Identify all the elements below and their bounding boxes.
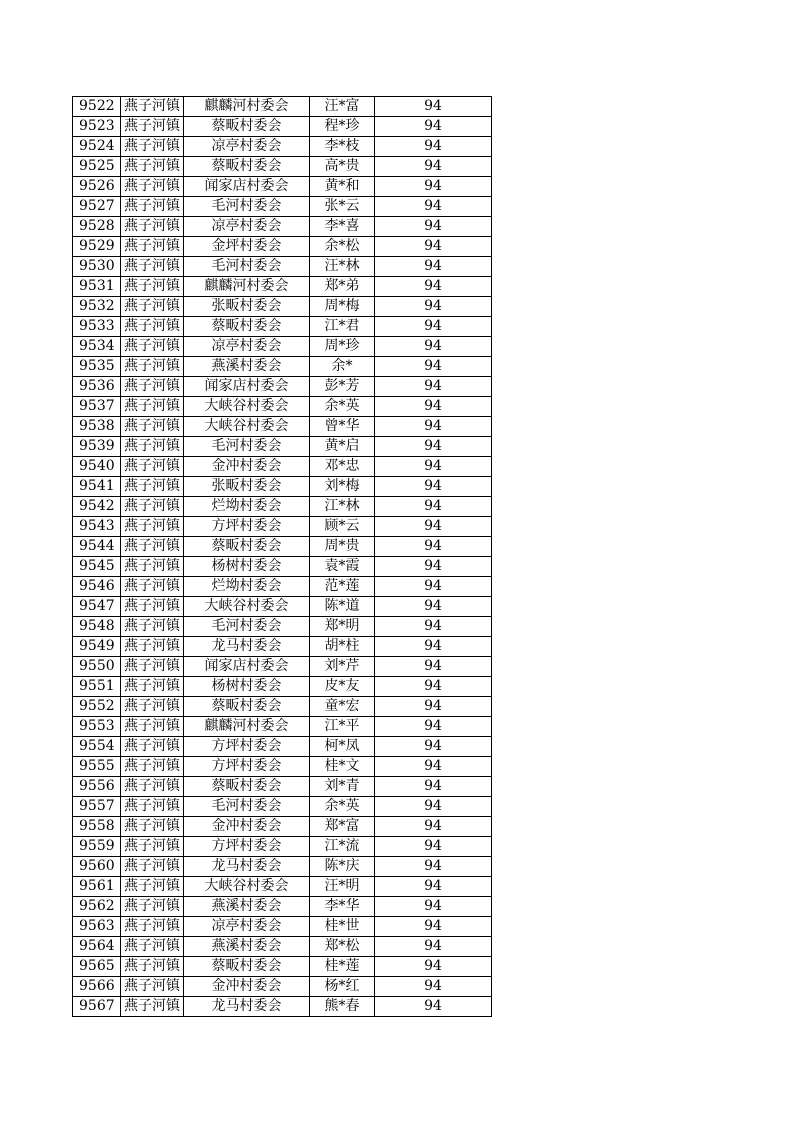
- row-number-cell: 9564: [73, 937, 121, 957]
- score-cell: 94: [375, 117, 492, 137]
- table-row: [73, 297, 492, 317]
- row-number-cell: 9545: [73, 557, 121, 577]
- person-name-cell: 李*枝: [310, 137, 375, 157]
- row-number-cell: 9567: [73, 997, 121, 1017]
- row-number-cell: 9549: [73, 637, 121, 657]
- row-number-cell: 9526: [73, 177, 121, 197]
- score-cell: 94: [375, 777, 492, 797]
- row-number-cell: 9543: [73, 517, 121, 537]
- town-cell: 燕子河镇: [121, 957, 184, 977]
- person-name-cell: 袁*霞: [310, 557, 375, 577]
- village-committee-cell: 金冲村委会: [184, 457, 310, 477]
- village-committee-cell: 麒麟河村委会: [184, 717, 310, 737]
- row-number-cell: 9546: [73, 577, 121, 597]
- table-row: [73, 197, 492, 217]
- person-name-cell: 余*: [310, 357, 375, 377]
- person-name-cell: 江*林: [310, 497, 375, 517]
- village-committee-cell: 杨树村委会: [184, 557, 310, 577]
- town-cell: 燕子河镇: [121, 457, 184, 477]
- score-cell: 94: [375, 617, 492, 637]
- village-committee-cell: 大峡谷村委会: [184, 417, 310, 437]
- village-committee-cell: 方坪村委会: [184, 517, 310, 537]
- person-name-cell: 张*云: [310, 197, 375, 217]
- town-cell: 燕子河镇: [121, 317, 184, 337]
- village-committee-cell: 烂坳村委会: [184, 577, 310, 597]
- table-row: [73, 437, 492, 457]
- row-number-cell: 9533: [73, 317, 121, 337]
- row-number-cell: 9563: [73, 917, 121, 937]
- village-committee-cell: 蔡畈村委会: [184, 537, 310, 557]
- town-cell: 燕子河镇: [121, 557, 184, 577]
- town-cell: 燕子河镇: [121, 937, 184, 957]
- village-committee-cell: 凉亭村委会: [184, 137, 310, 157]
- person-name-cell: 江*君: [310, 317, 375, 337]
- score-cell: 94: [375, 137, 492, 157]
- row-number-cell: 9539: [73, 437, 121, 457]
- town-cell: 燕子河镇: [121, 437, 184, 457]
- person-name-cell: 杨*红: [310, 977, 375, 997]
- table-row: [73, 957, 492, 977]
- town-cell: 燕子河镇: [121, 217, 184, 237]
- score-cell: 94: [375, 977, 492, 997]
- village-committee-cell: 凉亭村委会: [184, 337, 310, 357]
- row-number-cell: 9532: [73, 297, 121, 317]
- town-cell: 燕子河镇: [121, 297, 184, 317]
- table-row: [73, 517, 492, 537]
- town-cell: 燕子河镇: [121, 257, 184, 277]
- town-cell: 燕子河镇: [121, 377, 184, 397]
- score-cell: 94: [375, 397, 492, 417]
- town-cell: 燕子河镇: [121, 477, 184, 497]
- town-cell: 燕子河镇: [121, 517, 184, 537]
- score-cell: 94: [375, 417, 492, 437]
- village-committee-cell: 方坪村委会: [184, 737, 310, 757]
- table-row: [73, 817, 492, 837]
- town-cell: 燕子河镇: [121, 157, 184, 177]
- table-row: [73, 657, 492, 677]
- score-cell: 94: [375, 677, 492, 697]
- score-cell: 94: [375, 537, 492, 557]
- town-cell: 燕子河镇: [121, 357, 184, 377]
- score-cell: 94: [375, 657, 492, 677]
- row-number-cell: 9535: [73, 357, 121, 377]
- score-cell: 94: [375, 837, 492, 857]
- person-name-cell: 程*珍: [310, 117, 375, 137]
- table-row: [73, 537, 492, 557]
- person-name-cell: 刘*梅: [310, 477, 375, 497]
- village-committee-cell: 蔡畈村委会: [184, 317, 310, 337]
- table-row: [73, 417, 492, 437]
- village-committee-cell: 蔡畈村委会: [184, 157, 310, 177]
- score-cell: 94: [375, 357, 492, 377]
- person-name-cell: 余*英: [310, 397, 375, 417]
- table-row: [73, 577, 492, 597]
- row-number-cell: 9537: [73, 397, 121, 417]
- row-number-cell: 9534: [73, 337, 121, 357]
- row-number-cell: 9555: [73, 757, 121, 777]
- table-row: [73, 217, 492, 237]
- village-committee-cell: 蔡畈村委会: [184, 957, 310, 977]
- table-row: [73, 397, 492, 417]
- row-number-cell: 9542: [73, 497, 121, 517]
- village-committee-cell: 燕溪村委会: [184, 937, 310, 957]
- village-committee-cell: 大峡谷村委会: [184, 877, 310, 897]
- person-name-cell: 江*流: [310, 837, 375, 857]
- table-row: [73, 457, 492, 477]
- village-committee-cell: 张畈村委会: [184, 297, 310, 317]
- score-cell: 94: [375, 437, 492, 457]
- table-row: [73, 617, 492, 637]
- person-name-cell: 汪*明: [310, 877, 375, 897]
- village-committee-cell: 毛河村委会: [184, 197, 310, 217]
- row-number-cell: 9558: [73, 817, 121, 837]
- score-cell: 94: [375, 377, 492, 397]
- village-committee-cell: 大峡谷村委会: [184, 397, 310, 417]
- town-cell: 燕子河镇: [121, 237, 184, 257]
- row-number-cell: 9531: [73, 277, 121, 297]
- row-number-cell: 9562: [73, 897, 121, 917]
- village-committee-cell: 大峡谷村委会: [184, 597, 310, 617]
- score-cell: 94: [375, 337, 492, 357]
- score-cell: 94: [375, 757, 492, 777]
- table-row: [73, 877, 492, 897]
- person-name-cell: 余*松: [310, 237, 375, 257]
- person-name-cell: 李*华: [310, 897, 375, 917]
- town-cell: 燕子河镇: [121, 397, 184, 417]
- town-cell: 燕子河镇: [121, 757, 184, 777]
- table-row: [73, 977, 492, 997]
- table-row: [73, 377, 492, 397]
- table-row: [73, 157, 492, 177]
- village-committee-cell: 麒麟河村委会: [184, 277, 310, 297]
- village-committee-cell: 张畈村委会: [184, 477, 310, 497]
- score-cell: 94: [375, 637, 492, 657]
- score-cell: 94: [375, 177, 492, 197]
- score-cell: 94: [375, 577, 492, 597]
- score-cell: 94: [375, 717, 492, 737]
- village-committee-cell: 金坪村委会: [184, 237, 310, 257]
- row-number-cell: 9552: [73, 697, 121, 717]
- table-row: [73, 637, 492, 657]
- table-row: [73, 337, 492, 357]
- row-number-cell: 9561: [73, 877, 121, 897]
- table-row: [73, 717, 492, 737]
- table-row: [73, 677, 492, 697]
- person-name-cell: 桂*世: [310, 917, 375, 937]
- row-number-cell: 9560: [73, 857, 121, 877]
- village-committee-cell: 金冲村委会: [184, 977, 310, 997]
- town-cell: 燕子河镇: [121, 897, 184, 917]
- table-row: [73, 897, 492, 917]
- village-committee-cell: 凉亭村委会: [184, 217, 310, 237]
- table-row: [73, 837, 492, 857]
- score-cell: 94: [375, 157, 492, 177]
- score-cell: 94: [375, 817, 492, 837]
- village-committee-cell: 毛河村委会: [184, 257, 310, 277]
- score-cell: 94: [375, 897, 492, 917]
- village-committee-cell: 闻家店村委会: [184, 177, 310, 197]
- score-cell: 94: [375, 557, 492, 577]
- village-committee-cell: 方坪村委会: [184, 837, 310, 857]
- person-name-cell: 彭*芳: [310, 377, 375, 397]
- score-cell: 94: [375, 257, 492, 277]
- table-row: [73, 857, 492, 877]
- town-cell: 燕子河镇: [121, 337, 184, 357]
- town-cell: 燕子河镇: [121, 97, 184, 117]
- town-cell: 燕子河镇: [121, 677, 184, 697]
- person-name-cell: 周*梅: [310, 297, 375, 317]
- person-name-cell: 熊*春: [310, 997, 375, 1017]
- score-cell: 94: [375, 497, 492, 517]
- table-row: [73, 357, 492, 377]
- table-row: [73, 277, 492, 297]
- person-name-cell: 柯*凤: [310, 737, 375, 757]
- person-name-cell: 郑*弟: [310, 277, 375, 297]
- village-committee-cell: 龙马村委会: [184, 637, 310, 657]
- town-cell: 燕子河镇: [121, 197, 184, 217]
- village-committee-cell: 杨树村委会: [184, 677, 310, 697]
- village-committee-cell: 蔡畈村委会: [184, 117, 310, 137]
- table-row: [73, 137, 492, 157]
- person-name-cell: 陈*道: [310, 597, 375, 617]
- table-row: [73, 757, 492, 777]
- town-cell: 燕子河镇: [121, 417, 184, 437]
- score-cell: 94: [375, 857, 492, 877]
- row-number-cell: 9554: [73, 737, 121, 757]
- person-name-cell: 曾*华: [310, 417, 375, 437]
- village-committee-cell: 龙马村委会: [184, 857, 310, 877]
- village-committee-cell: 毛河村委会: [184, 617, 310, 637]
- town-cell: 燕子河镇: [121, 917, 184, 937]
- village-committee-cell: 麒麟河村委会: [184, 97, 310, 117]
- row-number-cell: 9540: [73, 457, 121, 477]
- town-cell: 燕子河镇: [121, 717, 184, 737]
- person-name-cell: 汪*富: [310, 97, 375, 117]
- village-committee-cell: 凉亭村委会: [184, 917, 310, 937]
- score-cell: 94: [375, 237, 492, 257]
- village-committee-cell: 蔡畈村委会: [184, 777, 310, 797]
- village-committee-cell: 毛河村委会: [184, 797, 310, 817]
- table-row: [73, 697, 492, 717]
- score-cell: 94: [375, 317, 492, 337]
- table-row: [73, 177, 492, 197]
- town-cell: 燕子河镇: [121, 777, 184, 797]
- table-row: [73, 737, 492, 757]
- row-number-cell: 9541: [73, 477, 121, 497]
- score-cell: 94: [375, 797, 492, 817]
- score-cell: 94: [375, 957, 492, 977]
- table-row: [73, 557, 492, 577]
- town-cell: 燕子河镇: [121, 797, 184, 817]
- score-cell: 94: [375, 697, 492, 717]
- row-number-cell: 9547: [73, 597, 121, 617]
- village-committee-cell: 燕溪村委会: [184, 357, 310, 377]
- town-cell: 燕子河镇: [121, 737, 184, 757]
- town-cell: 燕子河镇: [121, 657, 184, 677]
- score-cell: 94: [375, 97, 492, 117]
- town-cell: 燕子河镇: [121, 537, 184, 557]
- score-cell: 94: [375, 277, 492, 297]
- row-number-cell: 9557: [73, 797, 121, 817]
- town-cell: 燕子河镇: [121, 637, 184, 657]
- town-cell: 燕子河镇: [121, 997, 184, 1017]
- score-cell: 94: [375, 217, 492, 237]
- person-name-cell: 黄*启: [310, 437, 375, 457]
- row-number-cell: 9559: [73, 837, 121, 857]
- table-row: [73, 97, 492, 117]
- person-name-cell: 周*贵: [310, 537, 375, 557]
- table-body: [73, 97, 492, 1017]
- town-cell: 燕子河镇: [121, 137, 184, 157]
- town-cell: 燕子河镇: [121, 977, 184, 997]
- village-committee-cell: 金冲村委会: [184, 817, 310, 837]
- town-cell: 燕子河镇: [121, 697, 184, 717]
- town-cell: 燕子河镇: [121, 837, 184, 857]
- town-cell: 燕子河镇: [121, 277, 184, 297]
- person-name-cell: 汪*林: [310, 257, 375, 277]
- person-name-cell: 李*喜: [310, 217, 375, 237]
- village-committee-cell: 毛河村委会: [184, 437, 310, 457]
- score-cell: 94: [375, 997, 492, 1017]
- table-row: [73, 257, 492, 277]
- table-row: [73, 477, 492, 497]
- score-cell: 94: [375, 877, 492, 897]
- person-name-cell: 刘*青: [310, 777, 375, 797]
- score-cell: 94: [375, 197, 492, 217]
- village-committee-cell: 闻家店村委会: [184, 657, 310, 677]
- row-number-cell: 9548: [73, 617, 121, 637]
- row-number-cell: 9522: [73, 97, 121, 117]
- score-cell: 94: [375, 937, 492, 957]
- village-committee-cell: 蔡畈村委会: [184, 697, 310, 717]
- person-name-cell: 黄*和: [310, 177, 375, 197]
- row-number-cell: 9529: [73, 237, 121, 257]
- person-name-cell: 陈*庆: [310, 857, 375, 877]
- row-number-cell: 9528: [73, 217, 121, 237]
- person-name-cell: 童*宏: [310, 697, 375, 717]
- table-row: [73, 777, 492, 797]
- person-name-cell: 顾*云: [310, 517, 375, 537]
- score-cell: 94: [375, 517, 492, 537]
- town-cell: 燕子河镇: [121, 597, 184, 617]
- score-cell: 94: [375, 737, 492, 757]
- town-cell: 燕子河镇: [121, 577, 184, 597]
- row-number-cell: 9536: [73, 377, 121, 397]
- row-number-cell: 9565: [73, 957, 121, 977]
- row-number-cell: 9523: [73, 117, 121, 137]
- town-cell: 燕子河镇: [121, 877, 184, 897]
- table-row: [73, 497, 492, 517]
- row-number-cell: 9566: [73, 977, 121, 997]
- person-name-cell: 邓*忠: [310, 457, 375, 477]
- village-committee-cell: 烂坳村委会: [184, 497, 310, 517]
- score-cell: 94: [375, 917, 492, 937]
- village-committee-cell: 方坪村委会: [184, 757, 310, 777]
- table-row: [73, 997, 492, 1017]
- town-cell: 燕子河镇: [121, 857, 184, 877]
- person-name-cell: 余*英: [310, 797, 375, 817]
- table-row: [73, 937, 492, 957]
- person-name-cell: 胡*柱: [310, 637, 375, 657]
- town-cell: 燕子河镇: [121, 817, 184, 837]
- person-name-cell: 桂*文: [310, 757, 375, 777]
- table-row: [73, 317, 492, 337]
- row-number-cell: 9525: [73, 157, 121, 177]
- row-number-cell: 9553: [73, 717, 121, 737]
- person-name-cell: 高*贵: [310, 157, 375, 177]
- village-committee-cell: 燕溪村委会: [184, 897, 310, 917]
- village-committee-cell: 龙马村委会: [184, 997, 310, 1017]
- score-cell: 94: [375, 297, 492, 317]
- town-cell: 燕子河镇: [121, 617, 184, 637]
- table-row: [73, 917, 492, 937]
- row-number-cell: 9524: [73, 137, 121, 157]
- town-cell: 燕子河镇: [121, 117, 184, 137]
- row-number-cell: 9530: [73, 257, 121, 277]
- table-row: [73, 237, 492, 257]
- person-name-cell: 范*莲: [310, 577, 375, 597]
- person-name-cell: 郑*富: [310, 817, 375, 837]
- person-name-cell: 刘*芹: [310, 657, 375, 677]
- table-row: [73, 117, 492, 137]
- score-cell: 94: [375, 597, 492, 617]
- row-number-cell: 9556: [73, 777, 121, 797]
- person-name-cell: 郑*明: [310, 617, 375, 637]
- row-number-cell: 9550: [73, 657, 121, 677]
- town-cell: 燕子河镇: [121, 177, 184, 197]
- village-committee-cell: 闻家店村委会: [184, 377, 310, 397]
- row-number-cell: 9551: [73, 677, 121, 697]
- table-row: [73, 597, 492, 617]
- row-number-cell: 9544: [73, 537, 121, 557]
- person-name-cell: 周*珍: [310, 337, 375, 357]
- score-cell: 94: [375, 457, 492, 477]
- person-name-cell: 江*平: [310, 717, 375, 737]
- row-number-cell: 9538: [73, 417, 121, 437]
- row-number-cell: 9527: [73, 197, 121, 217]
- person-name-cell: 桂*莲: [310, 957, 375, 977]
- data-table: [72, 96, 492, 1017]
- town-cell: 燕子河镇: [121, 497, 184, 517]
- person-name-cell: 皮*友: [310, 677, 375, 697]
- person-name-cell: 郑*松: [310, 937, 375, 957]
- score-cell: 94: [375, 477, 492, 497]
- table-row: [73, 797, 492, 817]
